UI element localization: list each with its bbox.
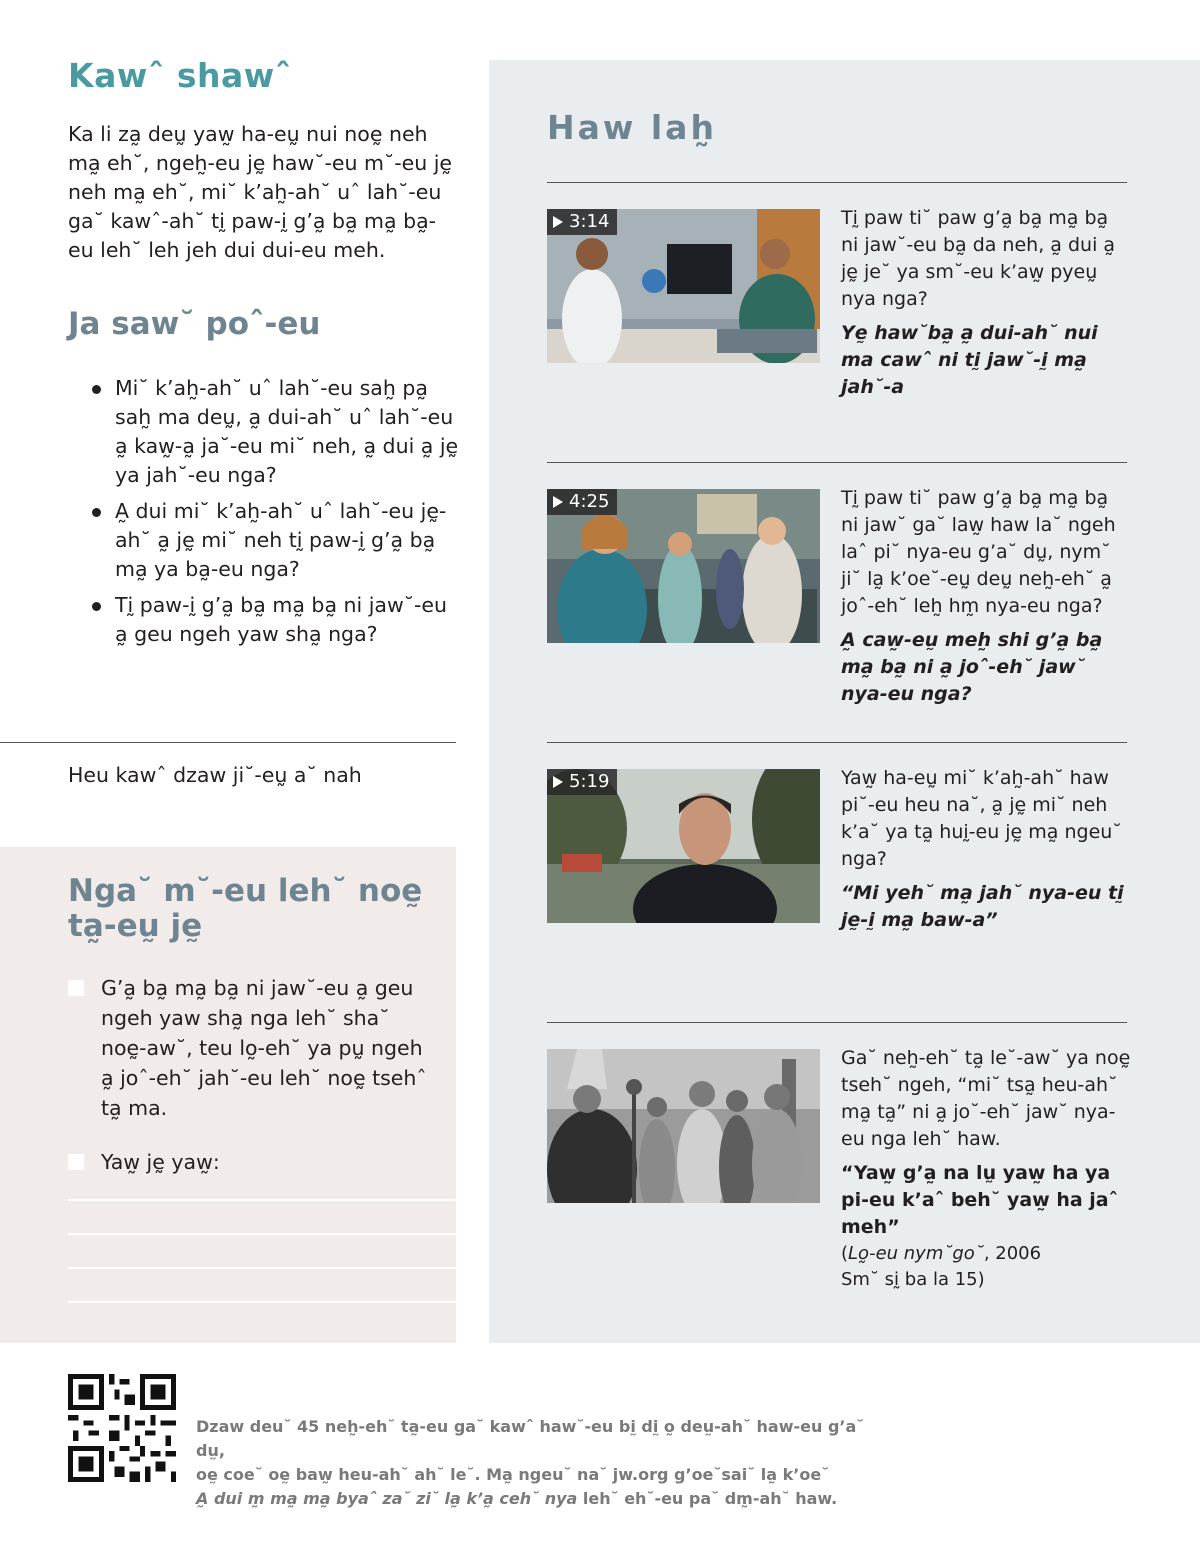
questions-heading: Ja saw˘ poˆ-eu: [68, 306, 321, 342]
video-thumbnail-1[interactable]: [547, 209, 820, 363]
scripture-reference: Heu kawˆ dzaw ji˘-eṵ a˘ nah: [68, 763, 362, 787]
checkbox[interactable]: [68, 1154, 84, 1170]
video-description-1: Tḭ paw ti˘ paw g’a̰ ba̰ ma̰ ba̰ ni jaw˘-eu ba̰ da neh, a̰ dui a̰ jḛ je˘ ya sm˘-eu k’aw̰ pyeṵ nya nga? Yḛ haw˘ba̰ a̰ dui-ah˘ nui ma cawˆ ni tḭ jaw˘-ḭ ma̰ jah˘-a: [841, 205, 1131, 401]
divider: [547, 742, 1127, 743]
video-title[interactable]: A̰ caw̰-eṵ meh̰ shi g’a̰ ba̰ ma̰ ba̰ ni a̰ joˆ-eh˘ jaw˘ nya-eu nga?: [841, 629, 1103, 705]
play-icon: [553, 216, 563, 228]
divider: [547, 1022, 1127, 1023]
footer-note: Dzaw deu˘ 45 neh̰-eh˘ ta̰-eu ga˘ kawˆ haw˘-eu bḭ dḭ o̰ deṵ-ah˘ haw-eu g’a˘ dṵ, oḛ coe˘ oḛ baw̰ heu-ah˘ ah˘ le˘. Ma̰ ngeu˘ na˘ jw.org g’oe˘sai˘ la̰ k’oe˘ A̰ dui m̰ ma̰ ma̰ byaˆ za˘ zi˘ la̰ k’a̰ ceh˘ nya leh˘ eh˘-eu pa˘ dm̰-ah˘ haw.: [196, 1417, 865, 1508]
checklist-item[interactable]: [68, 973, 438, 1123]
checklist-label: Yaw̰ jḛ yaw̰:: [101, 1150, 220, 1174]
checkbox[interactable]: [68, 980, 84, 996]
main-heading: Kawˆ shawˆ: [68, 56, 292, 95]
intro-paragraph: Ka li za̰ deṵ yaw̰ ha-eṵ nui noḛ neh ma̰ eh˘, ngeh̰-eu jḛ haw˘-eu m˘-eu jḛ neh ma̰ eh˘, mi˘ k’ah̰-ah˘ uˆ lah˘-eu ga˘ kawˆ-ah˘ tḭ paw-ḭ g’a̰ ba̰ ma̰ ba̰-eu leh˘ leh jeh dui dui-eu meh.: [68, 122, 453, 262]
play-icon: [553, 776, 563, 788]
video-thumbnail-3[interactable]: [547, 769, 820, 923]
question-item: Mi˘ k’ah̰-ah˘ uˆ lah˘-eu sah̰ pa̰ sah̰ ma deṵ, a̰ dui-ah˘ uˆ lah˘-eu a̰ kaw̰-a̰ ja˘-eu mi˘ neh, a̰ dui a̰ jḛ ya jah˘-eu nga?: [90, 374, 460, 490]
source-citation: (Lo̰-eu nym˘go˘, 2006: [841, 1243, 1042, 1264]
duration-badge: 5:19: [547, 769, 617, 795]
video-description-3: Yaw̰ ha-eṵ mi˘ k’ah̰-ah˘ haw pi˘-eu heu na˘, a̰ jḛ mi˘ neh k’a˘ ya ta̰ huḭ-eu jḛ ma̰ ngeu˘ nga? “Mi yeh˘ ma̰ jah˘ nya-eu tḭ jḛ-ḭ ma̰ baw-a”: [841, 765, 1131, 934]
source-citation-line2: Sm˘ sḭ ba la 15): [841, 1269, 985, 1290]
video-thumbnail-2[interactable]: [547, 489, 820, 643]
video-title[interactable]: “Mi yeh˘ ma̰ jah˘ nya-eu tḭ jḛ-ḭ ma̰ baw-a”: [841, 882, 1124, 931]
try-this-heading: Nga˘ m˘-eu leh˘ noḛ ta̰-eṵ jḛ: [68, 873, 423, 944]
checklist-item[interactable]: [68, 1147, 438, 1177]
illustration-description: Ga˘ neh̰-eh˘ ta̰ le˘-aw˘ ya noḛ tseh˘ ngeh, “mi˘ tsa̰ heu-ah˘ ma̰ ta̰” ni a̰ jo˘-eh˘ jaw˘ nya-eu nga leh˘ haw. “Yaw̰ g’a̰ na lṵ yaw̰ ha ya pi-eu k’aˆ beh˘ yaw̰ ha jaˆ meh” (Lo̰-eu nym˘go˘, 2006 Sm˘ sḭ ba la 15): [841, 1045, 1131, 1293]
writing-line[interactable]: [68, 1233, 456, 1235]
watch-heading: Haw lah̰: [547, 108, 717, 147]
writing-line[interactable]: [68, 1267, 456, 1269]
divider: [547, 182, 1127, 183]
questions-list: [90, 374, 460, 656]
video-description-2: Tḭ paw ti˘ paw g’a̰ ba̰ ma̰ ba̰ ni jaw˘ ga˘ law̰ haw la˘ ngeh laˆ pi˘ nya-eu g’a˘ dṵ, nym˘ ji˘ la̰ k’oe˘-eṵ deṵ neh̰-eh˘ a̰ joˆ-eh˘ leh̰ hm̰ nya-eu nga? A̰ caw̰-eṵ meh̰ shi g’a̰ ba̰ ma̰ ba̰ ni a̰ joˆ-eh˘ jaw˘ nya-eu nga?: [841, 485, 1131, 708]
divider: [0, 742, 456, 743]
article-title[interactable]: “Yaw̰ g’a̰ na lṵ yaw̰ ha ya pi-eu k’aˆ beh˘ yaw̰ ha jaˆ meh”: [841, 1162, 1119, 1238]
checklist-label: G’a̰ ba̰ ma̰ ba̰ ni jaw˘-eu a̰ geu ngeh yaw sha̰ nga leh˘ sha˘ noḛ-aw˘, teu lo̰-eh˘ ya pṵ ngeh a̰ joˆ-eh˘ jah˘-eu leh˘ noḛ tsehˆ ta̰ ma.: [101, 976, 427, 1120]
qr-code-icon[interactable]: [68, 1374, 176, 1482]
duration-badge: 3:14: [547, 209, 617, 235]
question-item: A̰ dui mi˘ k’ah̰-ah˘ uˆ lah˘-eu jḛ-ah˘ a̰ jḛ mi˘ neh tḭ paw-ḭ g’a̰ ba̰ ma̰ ya ba̰-eu nga?: [90, 497, 460, 584]
video-title[interactable]: Yḛ haw˘ba̰ a̰ dui-ah˘ nui ma cawˆ ni tḭ jaw˘-ḭ ma̰ jah˘-a: [841, 322, 1098, 398]
duration-badge: 4:25: [547, 489, 617, 515]
divider: [547, 462, 1127, 463]
illustration-thumbnail[interactable]: [547, 1049, 820, 1203]
writing-line[interactable]: [68, 1199, 456, 1201]
writing-line[interactable]: [68, 1301, 456, 1303]
question-item: Tḭ paw-ḭ g’a̰ ba̰ ma̰ ba̰ ni jaw˘-eu a̰ geu ngeh yaw sha̰ nga?: [90, 591, 460, 649]
play-icon: [553, 496, 563, 508]
